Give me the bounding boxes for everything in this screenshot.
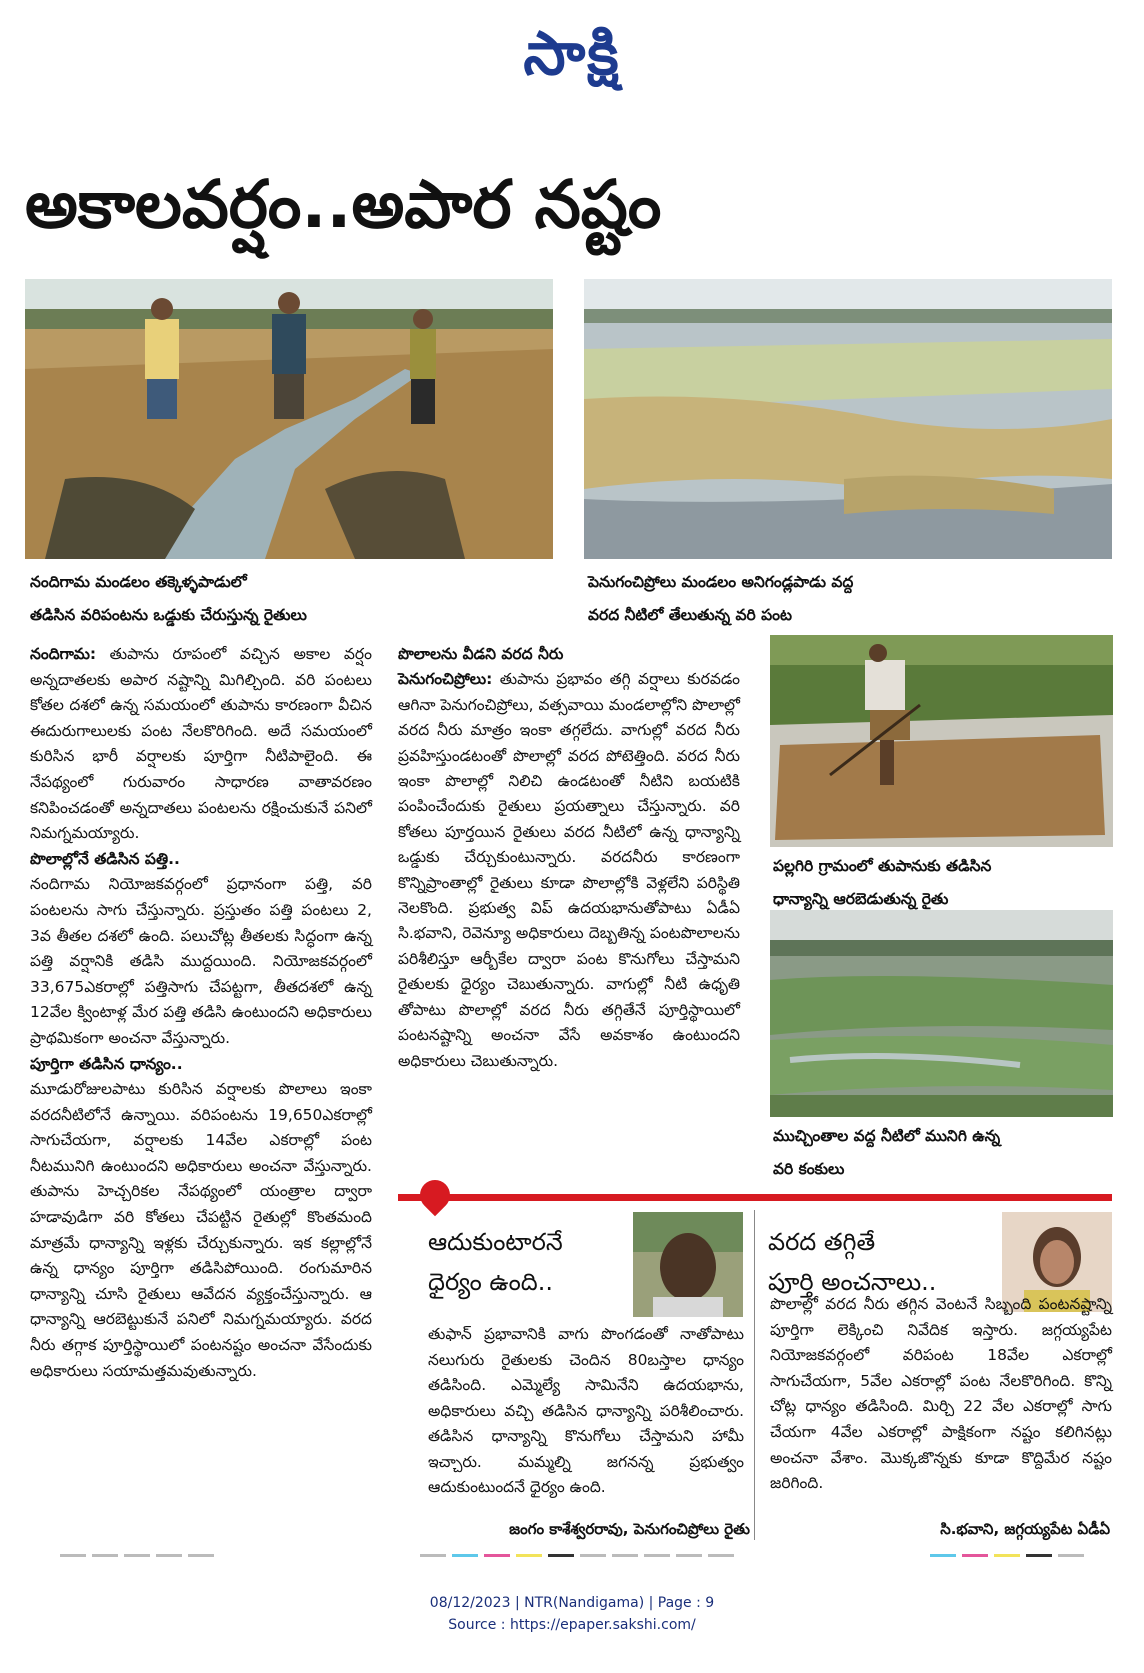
masthead (0, 14, 1144, 94)
footer-date-edition: 08/12/2023 | NTR(Nandigama) | Page : 9 (429, 1595, 715, 1611)
caption-photo-3-line-2: ధాన్యాన్ని ఆరబెడుతున్న రైతు (773, 890, 949, 908)
box2-title-line-2: పూర్తి అంచనాలు.. (768, 1268, 937, 1296)
caption-photo-3 (773, 850, 1133, 916)
box2-byline: సి.భవాని, జగ్గయ్యపేట ఏడీఏ (940, 1520, 1110, 1538)
article-left-paragraph-2: నందిగామ నియోజకవర్గంలో ప్రధానంగా పత్తి, వరి పంటలను సాగు చేస్తున్నారు. ప్రస్తుతం పత్తి పంటలు 2, 3వ తీతల దశలో ఉంది. పలుచోట్ల తీతలకు సిద్ధంగా ఉన్న పత్తి వర్షానికి తడిసి ముద్దయింది. నియోజకవర్గంలో 33,675ఎకరాల్లో పత్తిసాగు చేపట్టగా, తీతదశలో ఉన్న 12వేల క్వింటాళ్ల మేర పత్తి తడిసి ఉంటుందని అధికారులు ప్రాథమికంగా అంచనా వేస్తున్నారు. (30, 875, 372, 1047)
print-colorbar-left (60, 1554, 214, 1557)
footer-source-link[interactable]: Source : https://epaper.sakshi.com/ (448, 1617, 696, 1633)
box1-title (428, 1222, 648, 1302)
print-colorbar-right (930, 1554, 1084, 1557)
box2-title (768, 1222, 998, 1302)
caption-photo-1-line-1: నందిగామ మండలం తక్కెళ్ళపాడులో (30, 573, 247, 591)
photo-farmers-paddy (25, 279, 553, 559)
article-middle-paragraph (398, 667, 740, 1074)
caption-photo-4-line-1: ముచ్చింతాల వద్ద నీటిలో మునిగి ఉన్న (773, 1127, 1001, 1145)
box-divider (754, 1210, 755, 1540)
caption-photo-4 (773, 1120, 1133, 1186)
caption-photo-3-line-1: పల్లగిరి గ్రామంలో తుపానుకు తడిసిన (773, 857, 992, 875)
dateline-penuganchiprolu: పెనుగంచిప్రోలు: (398, 670, 493, 689)
paragraph-text: తుపాను ప్రభావం తగ్గి వర్షాలు కురవడం ఆగినా పెనుగంచిప్రోలు, వత్సవాయి మండలాల్లోని పొలాల్లో వరద నీరు మాత్రం ఇంకా తగ్గలేదు. వాగుల్లో వరద నీరు ప్రవహిస్తుండటంతో పొలాల్లో వరద పోటెత్తింది. వరద నీరు ఇంకా పొలాల్లో నిలిచి ఉండటంతో నీటిని బయటికి పంపించేందుకు రైతులు ప్రయత్నాలు చేస్తున్నారు. వరి కోతలు పూర్తయిన రైతులు వరద నీటిలో ఉన్న ధాన్యాన్ని ఒడ్డుకు చేర్చుకుంటున్నారు. వరదనీరు కారణంగా కొన్నిప్రాంతాల్లో రైతులు కూడా పొలాల్లోకి వెళ్లలేని పరిస్థితి నెలకొంది. ప్రభుత్వ విప్ ఉదయభానుతోపాటు ఏడీఏ సి.భవాని, రెవెన్యూ అధికారులు దెబ్బతిన్న పంటపొలాలను పరిశీలిస్తూ ఆర్బీకేల ద్వారా పంట కొనుగోలు చేస్తామని రైతులకు ధైర్యం చెబుతున్నారు. వాగుల్లో నీటి ఉధృతి తోపాటు పొలాల్లో వరద నీరు తగ్గితేనే పూర్తిస్థాయిలో పంటనష్టాన్ని అంచనా వేసే అవకాశం ఉంటుందని అధికారులు చెబుతున్నారు. (398, 670, 740, 1070)
subheading-cotton: పొలాల్లోనే తడిసిన పత్తి.. (30, 849, 180, 868)
article-middle-column (398, 642, 740, 1074)
photo-flooded-field (584, 279, 1112, 559)
caption-photo-1 (30, 566, 570, 632)
photo-farmer-drying-grain (770, 635, 1113, 847)
footer (0, 1592, 1144, 1636)
article-left-column (30, 642, 372, 1384)
article-left-paragraph-1 (30, 642, 372, 847)
box1-title-line-2: ధైర్యం ఉంది.. (428, 1268, 553, 1296)
box1-portrait (633, 1212, 743, 1317)
subheading-flood-water: పొలాలను వీడని వరద నీరు (398, 645, 564, 663)
article-left-paragraph-3: మూడురోజులపాటు కురిసిన వర్షాలకు పొలాలు ఇంకా వరదనీటిలోనే ఉన్నాయి. వరిపంటను 19,650ఎకరాల్లో సాగుచేయగా, వర్షాలకు 14వేల ఎకరాల్లో పంట నీటమునిగి ఉంటుందని అధికారులు అంచనా వేస్తున్నారు. తుపాను హెచ్చరికల నేపథ్యంలో యంత్రాల ద్వారా హడావుడిగా వరి కోతలు చేపట్టిన రైతుల్లో కొంతమంది మాత్రమే ధాన్యాన్ని ఇళ్లకు చేర్చుకున్నారు. ఇక కల్లాల్లోనే ఉన్న ధాన్యం పూర్తిగా తడిసిపోయింది. రంగుమారిన ధాన్యాన్ని చూసి రైతులు ఆవేదన వ్యక్తంచేస్తున్నారు. ఆ ధాన్యాన్ని ఆరబెట్టుకునే పనిలో నిమగ్నమయ్యారు. వరద నీరు తగ్గాక పూర్తిస్థాయిలో పంటనష్టం అంచనా వేసేందుకు అధికారులు సయామత్తమవుతున్నారు. (30, 1080, 372, 1380)
box1-body: తుఫాన్ ప్రభావానికి వాగు పొంగడంతో నాతోపాటు నలుగురు రైతులకు చెందిన 80బస్తాల ధాన్యం తడిసింది. ఎమ్మెల్యే సామినేని ఉదయభాను, అధికారులు వచ్చి తడిసిన ధాన్యాన్ని పరిశీలించారు. తడిసిన ధాన్యాన్ని కొనుగోలు చేస్తామని హామీ ఇచ్చారు. మమ్మల్ని జగనన్న ప్రభుత్వం ఆదుకుంటుందనే ధైర్యం ఉంది. (428, 1325, 744, 1496)
box1-byline: జంగం కాశేశ్వరరావు, పెనుగంచిప్రోలు రైతు (509, 1520, 750, 1538)
red-section-rule (398, 1194, 1112, 1201)
box1-title-line-1: ఆదుకుంటారనే (428, 1228, 563, 1256)
caption-photo-4-line-2: వరి కంకులు (773, 1160, 845, 1178)
box2-title-line-1: వరద తగ్గితే (768, 1228, 876, 1256)
paragraph-text: తుపాను రూపంలో వచ్చిన అకాల వర్షం అన్నదాతలకు అపార నష్టాన్ని మిగిల్చింది. వరి పంటలు కోతల దశలో ఉన్న సమయంలో తుపాను కారణంగా వీచిన ఈదురుగాలులకు పంట నేలకొరిగింది. అదే సమయంలో కురిసిన భారీ వర్షాలకు పూర్తిగా నీటిపాలైంది. ఈ నేపథ్యంలో గురువారం సాధారణ వాతావరణం కనిపించడంతో అన్నదాతలు పంటలను రక్షించుకునే పనిలో నిమగ్నమయ్యారు. (30, 645, 372, 843)
subheading-grain: పూర్తిగా తడిసిన ధాన్యం.. (30, 1054, 183, 1073)
caption-photo-2-line-2: వరద నీటిలో తేలుతున్న వరి పంట (588, 606, 792, 624)
print-colorbar-mid (420, 1554, 734, 1557)
caption-photo-1-line-2: తడిసిన వరిపంటను ఒడ్డుకు చేరుస్తున్న రైతులు (30, 606, 307, 624)
headline: అకాలవర్షం..అపార నష్టం (25, 166, 662, 243)
sakshi-logo: సాక్షి (523, 19, 621, 89)
box2-body: పొలాల్లో వరద నీరు తగ్గిన వెంటనే సిబ్బంది పంటనష్టాన్ని పూర్తిగా లెక్కించి నివేదిక ఇస్తారు. జగ్గయ్యపేట నియోజకవర్గంలో వరిపంట 18వేల ఎకరాల్లో సాగుచేయగా, 5వేల ఎకరాల్లో పంట నేలకొరిగింది. కొన్ని చోట్ల ధాన్యం తడిసింది. మిర్చి 22 వేల ఎకరాల్లో సాగు చేయగా 4వేల ఎకరాల్లో పాక్షికంగా నష్టం కలిగినట్లు అంచనా వేశాం. మొక్కజొన్నకు కూడా కొద్దిమేర నష్టం జరిగింది. (770, 1295, 1112, 1493)
dateline-nandigama: నందిగామ: (30, 645, 97, 663)
caption-photo-2-line-1: పెనుగంచిప్రోలు మండలం అనిగండ్లపాడు వద్ద (588, 573, 854, 591)
caption-photo-2 (588, 566, 1128, 632)
photo-submerged-paddy (770, 910, 1113, 1117)
